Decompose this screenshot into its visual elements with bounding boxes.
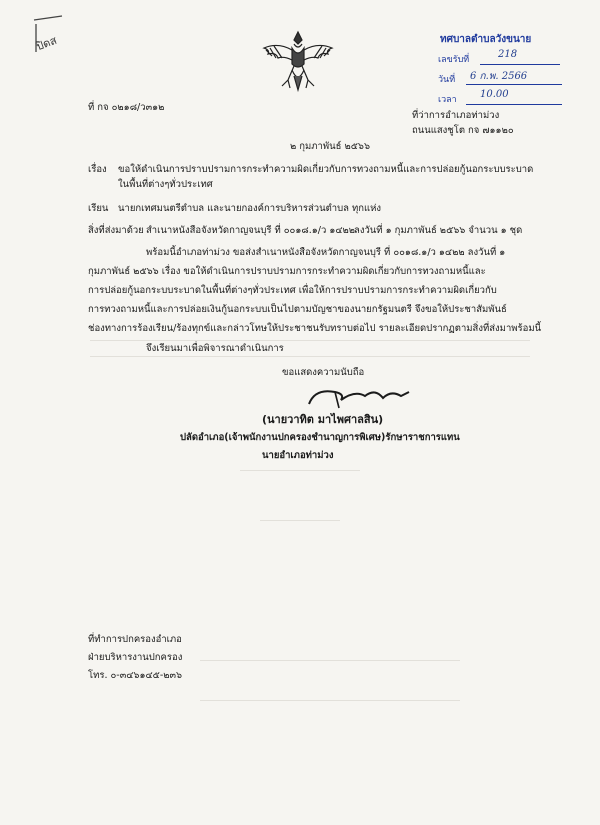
subject-label: เรื่อง [88,164,107,175]
footer-division: ฝ่ายบริหารงานปกครอง [88,652,183,663]
receipt-stamp [430,30,565,110]
signatory-title-2: นายอำเภอท่าม่วง [262,450,334,461]
stamp-underline [480,64,560,65]
stamp-office: ทศบาลตำบลวังขนาย [440,34,532,45]
stamp-receipt-label: เลขรับที่ [438,55,470,65]
enclosure-date: ลงวันที่ ๑ กุมภาพันธ์ ๒๕๖๖ จำนวน ๑ ชุด [354,225,523,236]
office-address: ถนนแสงชูโต กจ ๗๑๑๒๐ [412,125,514,136]
enclosure-label: สิ่งที่ส่งมาด้วย [88,225,144,236]
body-line: กุมภาพันธ์ ๒๕๖๖ เรื่อง ขอให้ดำเนินการปราบปรามการกระทำความผิดเกี่ยวกับการทวงถามหนี้และ [88,266,486,277]
office-name: ที่ว่าการอำเภอท่าม่วง [412,110,500,121]
signature [305,378,415,418]
stamp-time-value: 10.00 [480,89,509,100]
bleed-through-line [200,700,460,701]
stamp-underline [466,104,562,105]
body-line: การทวงถามหนี้และการปล่อยเงินกู้นอกระบบเป็นไปตามบัญชาของนายกรัฐมนตรี จึงขอให้ประชาสัมพันธ์ [88,304,507,315]
stamp-date-label: วันที่ [438,75,456,85]
handwritten-signature-icon [305,378,415,418]
recipient-text: นายกเทศมนตรีตำบล และนายกองค์การบริหารส่วนตำบล ทุกแห่ง [118,203,382,214]
footer-department: ที่ทำการปกครองอำเภอ [88,634,182,645]
signatory-title-1: ปลัดอำเภอ(เจ้าพนักงานปกครองชำนาญการพิเศษ)รักษาราชการแทน [180,432,460,443]
stamp-date-value: 6 ก.พ. 2566 [470,71,528,82]
bleed-through-line [90,340,530,341]
margin-handwritten-note [32,14,66,54]
signatory-name: (นายวาทิต มาไพศาลสิน) [262,413,384,426]
body-line: พร้อมนี้อำเภอท่าม่วง ขอส่งสำเนาหนังสือจังหวัดกาญจนบุรี ที่ ๐๐๑๘.๑/ว ๑๔๒๒ ลงวันที่ ๑ [146,247,506,258]
closing-request: จึงเรียนมาเพื่อพิจารณาดำเนินการ [146,343,284,354]
subject-line-1: ขอให้ดำเนินการปราบปรามการกระทำความผิดเกี่ยวกับการทวงถามหนี้และการปล่อยกู้นอกระบบระบาด [118,164,534,175]
bleed-through-line [260,520,340,521]
margin-note-text: ปิดส [34,33,59,54]
document-number: ที่ กจ ๐๒๑๘/ว๓๑๒ [88,102,165,113]
body-line: ช่องทางการร้องเรียน/ร้องทุกข์และกล่าวโทษให้ประชาชนรับทราบต่อไป รายละเอียดปรากฏตามสิ่งที่ส่งมาพร้อมนี้ [88,323,542,334]
stamp-receipt-number: 218 [498,49,518,60]
garuda-emblem-icon [258,28,338,94]
garuda-emblem [258,28,338,94]
enclosure-text: สำเนาหนังสือจังหวัดกาญจนบุรี ที่ ๐๐๑๘.๑/ว ๑๔๒๒ [146,225,356,236]
bleed-through-line [240,470,360,471]
footer-phone: โทร. ๐-๓๔๖๑๔๕-๒๓๖ [88,670,183,681]
subject-line-2: ในพื้นที่ต่างๆทั่วประเทศ [118,179,213,190]
stamp-underline [466,84,562,85]
stamp-time-label: เวลา [438,95,457,105]
body-line: การปล่อยกู้นอกระบบระบาดในพื้นที่ต่างๆทั่วประเทศ เพื่อให้การปราบปรามการกระทำความผิดเกี่ยวกับ [88,285,497,296]
bleed-through-line [90,356,530,357]
recipient-label: เรียน [88,203,109,214]
regards-text: ขอแสดงความนับถือ [282,367,365,378]
document-date: ๒ กุมภาพันธ์ ๒๕๖๖ [290,141,370,152]
bleed-through-line [200,660,460,661]
